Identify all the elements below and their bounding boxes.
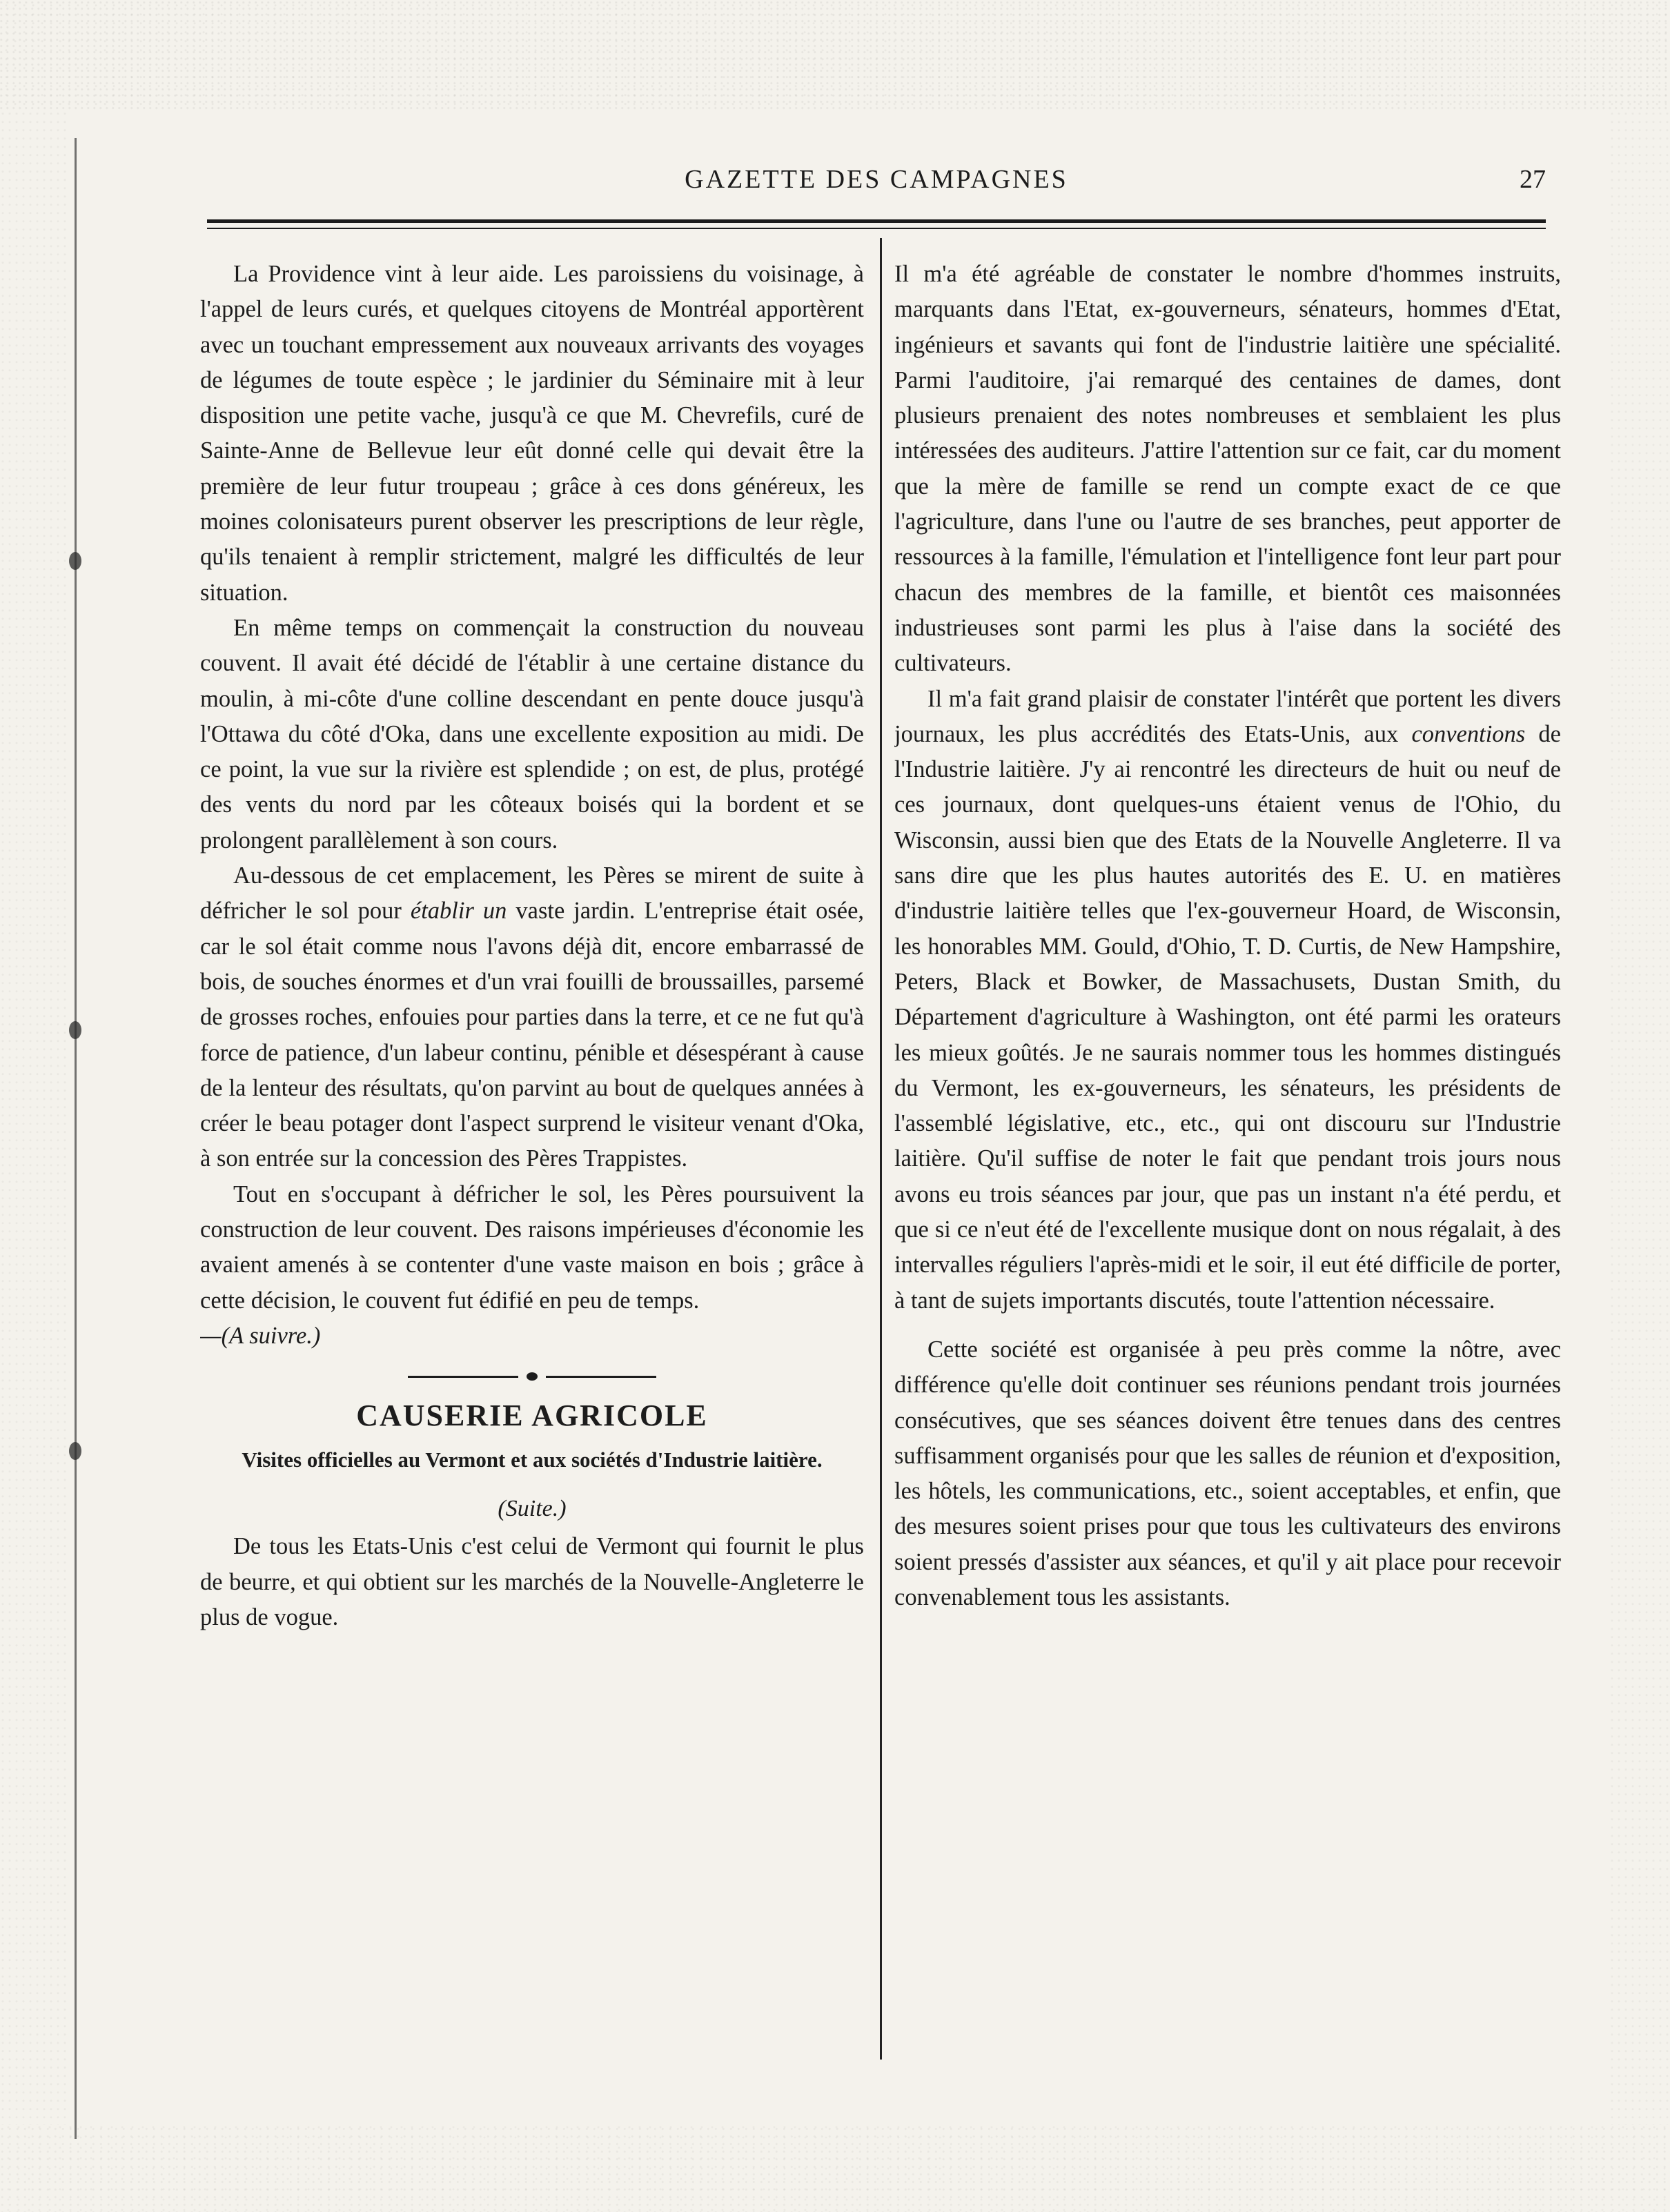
- section-suite: (Suite.): [498, 1496, 567, 1522]
- paragraph: En même temps on commençait la construction du nouveau couvent. Il avait été décidé de l'établir à une certaine distance du moulin, à mi-côte d'une colline descendant en pente douce jusqu'à l'Ottawa du côté d'Oka, dans une excellente exposition au midi. De ce point, la vue sur la rivière est splendide ; on est, de plus, protégé des vents du nord par les côteaux boisés qui la bordent et se prolongent parallèlement à son cours.: [200, 614, 864, 853]
- page-top-noise: [0, 0, 1670, 110]
- text-run: Il m'a fait grand plaisir de constater l'intérêt que portent les divers journaux, les plus accrédités des Etats-Unis, aux: [894, 685, 1561, 747]
- page-left-noise: [0, 110, 69, 2125]
- binding-edge: [75, 138, 77, 2139]
- header-rule-thick: [207, 219, 1546, 223]
- binding-mark: [69, 1021, 81, 1039]
- paragraph: Cette société est organisée à peu près comme la nôtre, avec différence qu'elle doit continuer ses réunions pendant trois journées consécutives, que ses séances doivent être tenues dans des centres suffisamment organisés pour que les salles de réunion et d'exposition, les hôtels, les communications, etc., soient acceptables, et enfin, que des mesures soient prises pour que tous les cultivateurs des environs soient pressés d'assister aux séances, et qu'il y ait place pour recevoir convenablement tous les assistants.: [894, 1336, 1561, 1610]
- column-divider: [880, 238, 882, 2060]
- section-subtitle: Visites officielles au Vermont et aux sociétés d'Industrie laitière.: [242, 1448, 823, 1472]
- section-title: CAUSERIE AGRICOLE: [356, 1399, 708, 1433]
- right-column: [894, 257, 1561, 2064]
- paragraph: De tous les Etats-Unis c'est celui de Vermont qui fournit le plus de beurre, et qui obtient sur les marchés de la Nouvelle-Angleterre le plus de vogue.: [200, 1533, 864, 1630]
- text-run: Au-dessous de cet emplacement, les Pères se mirent de suite à défricher le sol pour: [200, 862, 864, 925]
- text-run: de l'Industrie laitière. J'y ai rencontré les directeurs de huit ou neuf de ces journaux, dont quelques-uns étaient venus de l'Ohio, du Wisconsin, aussi bien que des Etats de la Nouvelle Angleterre. Il va sans dire que les plus hautes autorités des E. U. en matières d'industrie laitière telles que l'ex-gouverneur Hoard, de Wisconsin, les honorables MM. Gould, d'Ohio, T. D. Curtis, de New Hampshire, Peters, Black et Bowker, de Massachusets, Dustan Smith, du Département d'agriculture à Washington, ont été parmi les orateurs les mieux goûtés. Je ne saurais nommer tous les hommes distingués du Vermont, les ex-gouverneurs, les sénateurs, les présidents de l'assemblé législative, etc., etc., qui ont discouru sur l'Industrie laitière. Qu'il suffise de noter le fait que pendant trois jours nous avons eu trois séances par jour, que pas un instant n'a été perdu, et que si ce n'eut été de l'excellente musique dont on nous régalait, à des intervalles réguliers l'après-midi et le soir, il eut été difficile de porter, à tant de sujets importants discutés, toute l'attention nécessaire.: [894, 720, 1561, 1314]
- italic-text: conventions: [1411, 720, 1526, 747]
- page-header: [207, 164, 1546, 206]
- paragraph: La Providence vint à leur aide. Les paroissiens du voisinage, à l'appel de leurs curés, et quelques citoyens de Montréal apportèrent avec un touchant empressement aux nouveaux arrivants des voyages de légumes de toute espèce ; le jardinier du Séminaire mit à leur disposition une petite vache, jusqu'à ce que M. Chevrefils, curé de Sainte-Anne de Bellevue leur eût donné celle qui devait être la première de leur futur troupeau ; grâce à ces dons généreux, les moines colonisateurs purent observer les prescriptions de leur règle, qu'ils tenaient à remplir strictement, malgré les difficultés de leur situation.: [200, 261, 864, 606]
- header-rule-thin: [207, 228, 1546, 229]
- italic-text: établir un: [410, 898, 507, 925]
- left-column: [200, 257, 864, 2064]
- paragraph: Tout en s'occupant à défricher le sol, les Pères poursuivent la construction de leur couvent. Des raisons impérieuses d'économie les avaient amenés à se contenter d'une vaste maison en bois ; grâce à cette décision, le couvent fut édifié en peu de temps.: [200, 1181, 864, 1314]
- text-run: vaste jardin. L'entreprise était osée, car le sol était comme nous l'avons déjà dit, encore embarrassé de bois, de souches énormes et d'un vrai fouilli de broussailles, parsemé de grosses roches, enfouies pour parties dans la terre, et ce ne fut qu'à force de patience, d'un labeur continu, pénible et désespérant à cause de la lenteur des résultats, qu'on parvint au bout de quelques années à créer le beau potager dont l'aspect surprend le visiteur venant d'Oka, à son entrée sur la concession des Pères Trappistes.: [200, 898, 864, 1172]
- to-follow-note: —(A suivre.): [200, 1322, 321, 1349]
- page-right-noise: [1608, 110, 1670, 2125]
- binding-mark: [69, 1442, 81, 1460]
- binding-mark: [69, 552, 81, 570]
- paragraph: Il m'a été agréable de constater le nombre d'hommes instruits, marquants dans l'Etat, ex-gouverneurs, sénateurs, hommes d'Etat, ingénieurs et savants qui font de l'industrie laitière une spécialité. Parmi l'auditoire, j'ai remarqué des centaines de dames, dont plusieurs prenaient des notes nombreuses et semblaient les plus intéressées des auditeurs. J'attire l'attention sur ce fait, car du moment que la mère de famille se rend un compte exact de ce que l'agriculture, dans l'une ou l'autre de ses branches, peut apporter de ressources à la famille, l'émulation et l'intelligence font leur part pour chacun des membres de la famille, et bientôt ces maisonnées industrieuses sont parmi les plus à l'aise dans la société des cultivateurs.: [894, 261, 1561, 677]
- section-ornament: [408, 1372, 656, 1381]
- page-number: 27: [1520, 165, 1546, 194]
- page-bottom-noise: [0, 2125, 1670, 2212]
- running-title: GAZETTE DES CAMPAGNES: [685, 165, 1068, 194]
- paragraph: [200, 858, 864, 1177]
- paragraph: [894, 682, 1561, 1319]
